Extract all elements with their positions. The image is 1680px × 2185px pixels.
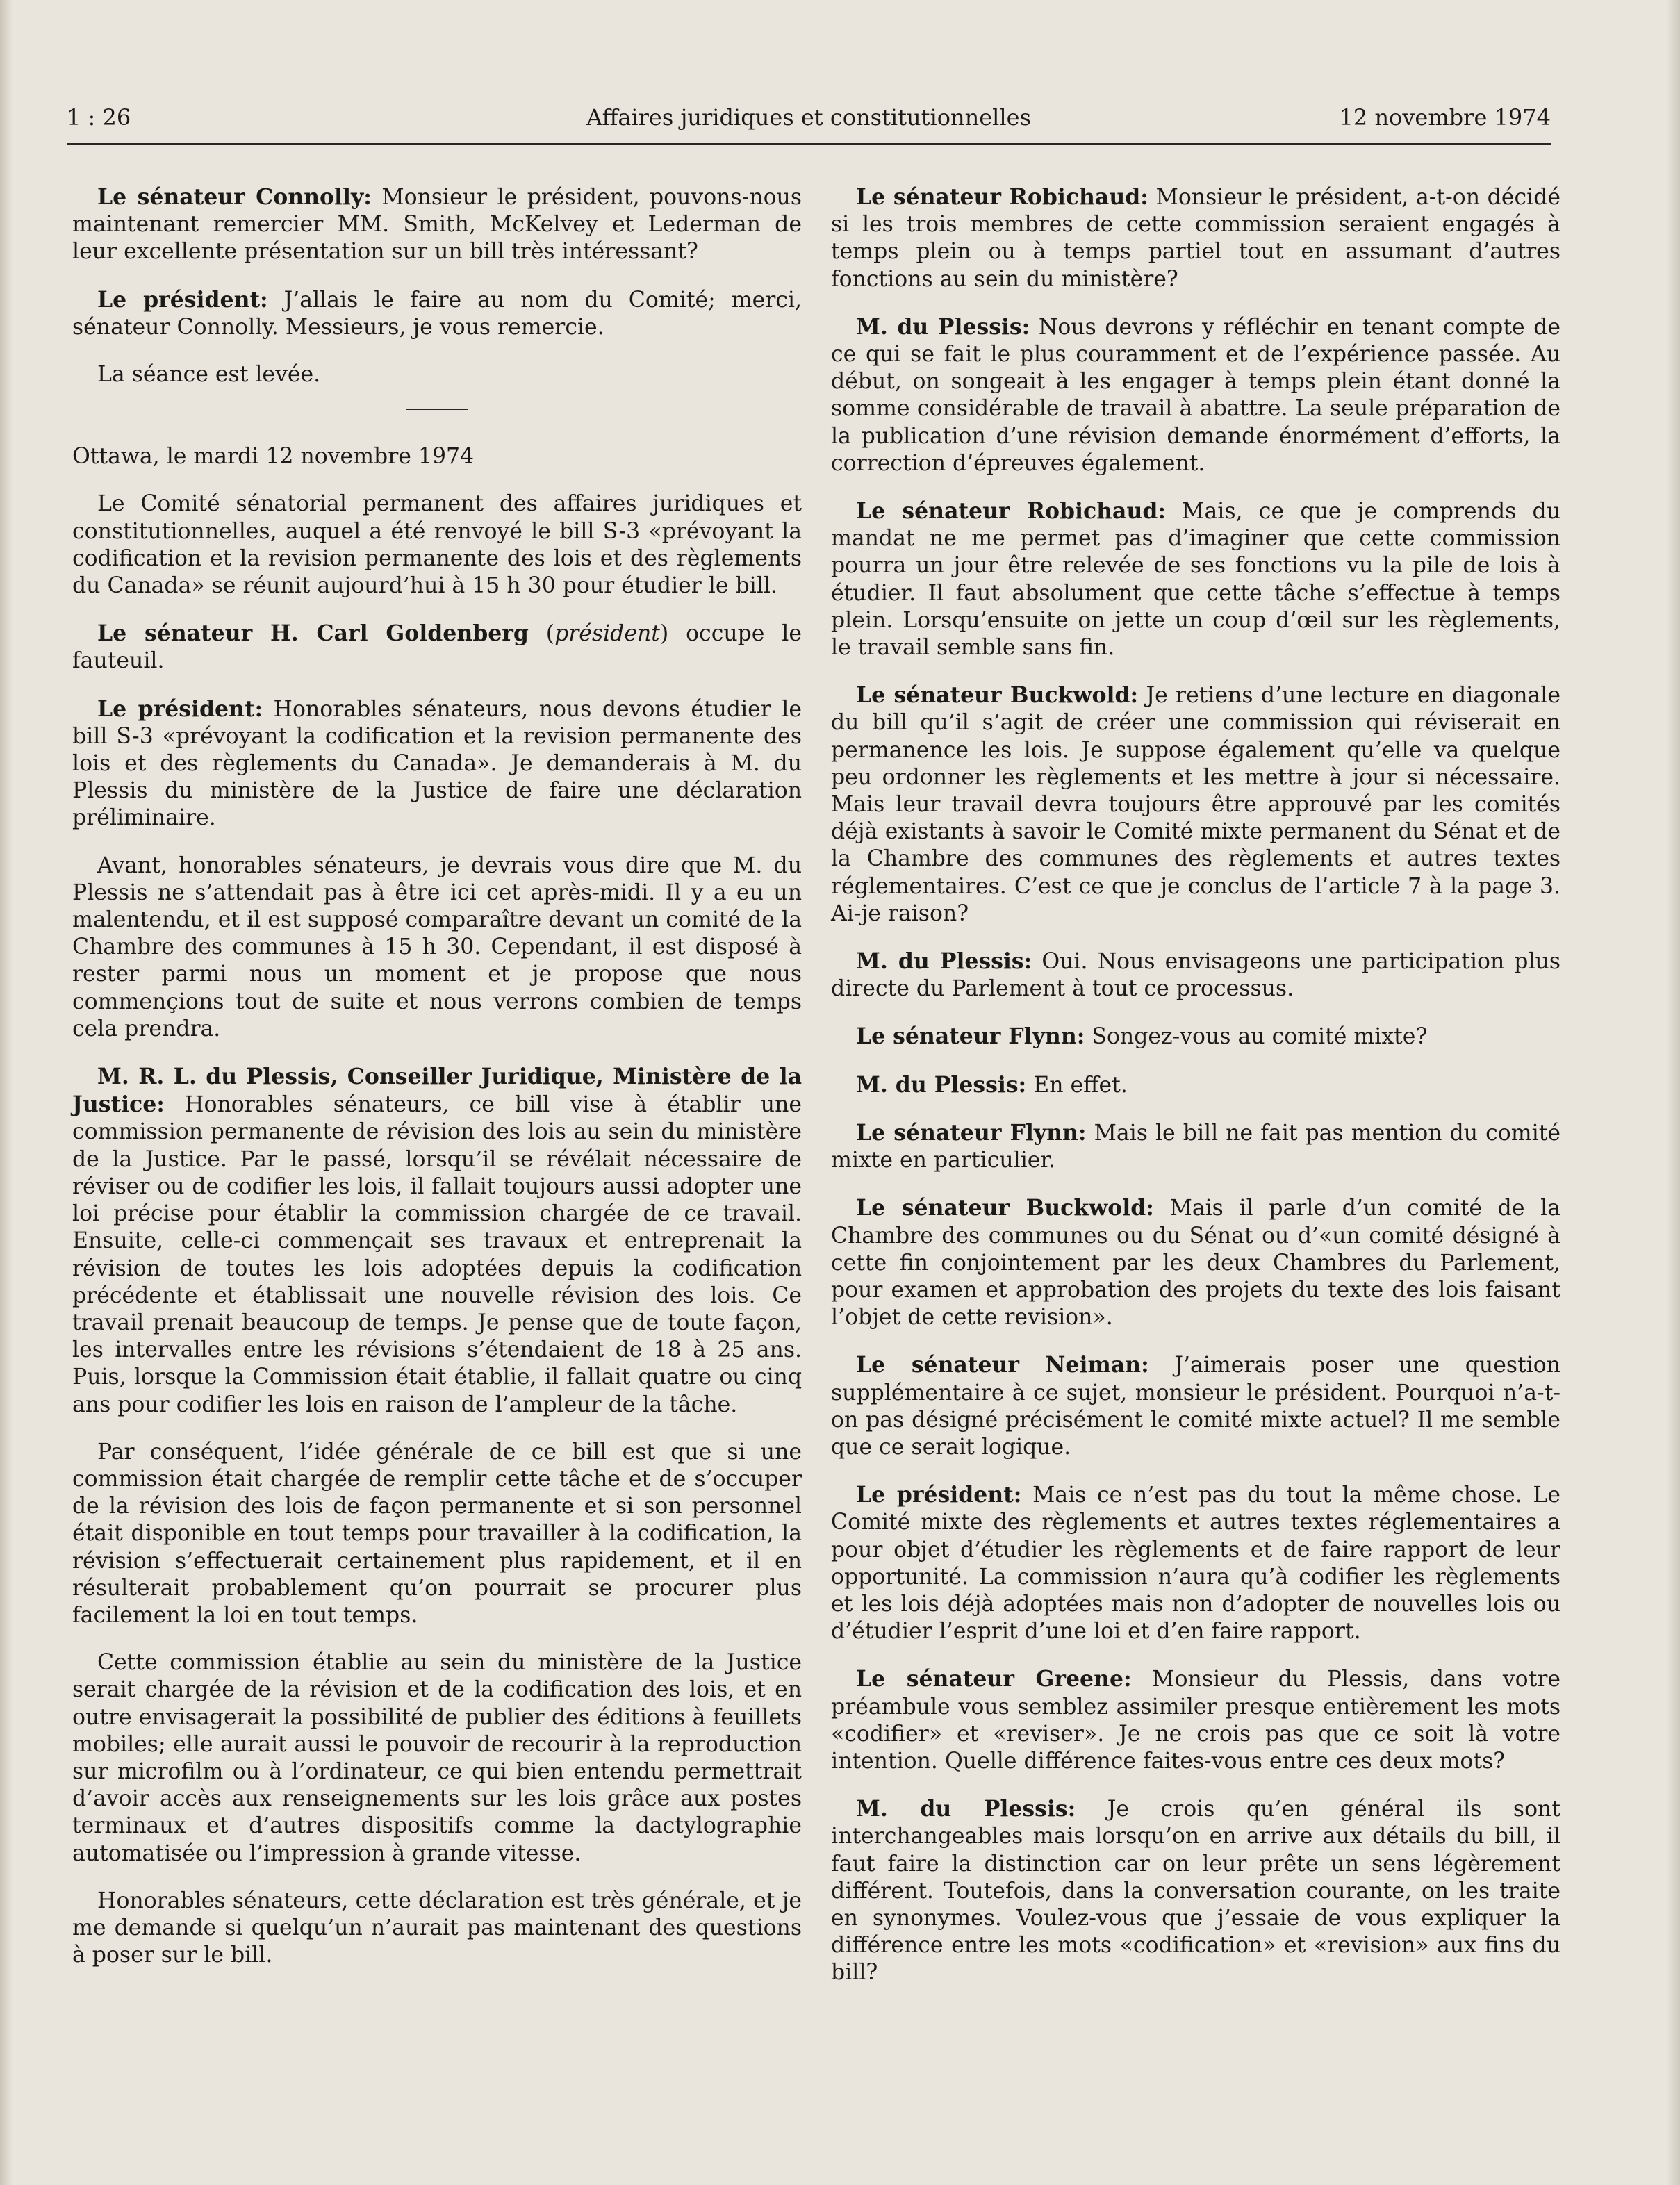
speaker-name: Le président:: [97, 695, 263, 722]
paragraph-text: Avant, honorables sénateurs, je devrais vous dire que M. du Plessis ne s’attendait pas à être ici cet après-midi. Il y a eu un malentendu, et il est supposé comparaître devant un comité de la Chambre des communes à 15 h 30. Cependant, il est disposé à rester parmi nous un moment et je propose que nous commençions tout de suite et nous verrons combien de temps cela prendra.: [72, 852, 802, 1041]
paragraph: [72, 1063, 802, 1419]
speaker-name: Le président:: [856, 1482, 1022, 1508]
paragraph-text: Honorables sénateurs, cette déclaration est très générale, et je me demande si quelqu’un n’aurait pas maintenant des questions à poser sur le bill.: [72, 1888, 802, 1968]
paragraph-text: Le Comité sénatorial permanent des affaires juridiques et constitutionnelles, auquel a été renvoyé le bill S-3 «prévoyant la codification et la revision permanente des lois et des règlements du Canada» se réunit aujourd’hui à 15 h 30 pour étudier le bill.: [72, 491, 802, 599]
paragraph: [831, 1351, 1560, 1461]
paragraph-text: Ottawa, le mardi 12 novembre 1974: [72, 444, 475, 470]
paragraph-text: Je crois qu’en général ils sont interchangeables mais lorsqu’on en arrive aux détails du bill, il faut faire la distinction car on leur prête un sens légèrement différent. Toutefois, dans la conversation courante, on les traite en synonymes. Voulez-vous que j’essaie de vous expliquer la différence entre les mots «codification» et «revision» aux fins du bill?: [831, 1797, 1560, 1986]
paragraph: [831, 682, 1560, 927]
paragraph: [831, 1481, 1560, 1645]
speaker-name: M. du Plessis:: [856, 948, 1032, 975]
speaker-name: Le sénateur Buckwold:: [856, 682, 1139, 709]
section-separator: [406, 409, 468, 410]
paragraph-text: Nous devrons y réfléchir en tenant compte de ce qui se fait le plus couramment et de l’expérience passée. Au début, on songeait à les engager à temps plein étant donné la somme considérable de travail à abattre. La seule préparation de la publication d’une révision demande énormément d’efforts, la correction d’épreuves également.: [831, 314, 1561, 476]
page-edge-left: [0, 0, 13, 2185]
speaker-name: Le sénateur Connolly:: [97, 184, 372, 210]
paragraph-text: J’aimerais poser une question supplémentaire à ce sujet, monsieur le président. Pourquoi n’a-t-on pas désigné précisément le comité mixte actuel? Il me semble que ce serait logique.: [831, 1353, 1560, 1460]
paragraph-text: Mais le bill ne fait pas mention du comité mixte en particulier.: [831, 1120, 1560, 1173]
paragraph: [72, 852, 802, 1043]
header-date: 12 novembre 1974: [1339, 104, 1551, 131]
speaker-name: Le sénateur Greene:: [856, 1666, 1132, 1692]
right-column: [831, 183, 1560, 2007]
paragraph: [831, 1023, 1560, 1050]
paragraph-text: Honorables sénateurs, nous devons étudier le bill S-3 «prévoyant la codification et la revision permanente des lois et des règlements du Canada». Je demanderais à M. du Plessis du ministère de la Justice de faire une déclaration préliminaire.: [72, 696, 802, 831]
speaker-name: Le sénateur Neiman:: [856, 1352, 1149, 1378]
paragraph-text: Monsieur le président, pouvons-nous maintenant remercier MM. Smith, McKelvey et Lederman de leur excellente présentation sur un bill très intéressant?: [72, 185, 802, 265]
speaker-name: Le président:: [97, 286, 268, 313]
paragraph: [72, 490, 802, 600]
page-edge-right: [1666, 0, 1680, 2185]
paragraph-text: Mais ce n’est pas du tout la même chose. Le Comité mixte des règlements et autres textes réglementaires a pour objet d’étudier les règlements et de faire rapport de leur opportunité. La commission n’aura qu’à codifier les règlements et les lois déjà adoptées mais non d’adopter de nouvelles lois ou d’étudier l’esprit d’une loi et d’en faire rapport.: [831, 1483, 1560, 1644]
paragraph-text: Songez-vous au comité mixte?: [1085, 1024, 1428, 1050]
paragraph-text: ) occupe le fauteuil.: [72, 621, 802, 674]
speaker-name: Le sénateur H. Carl Goldenberg: [97, 620, 529, 647]
speaker-name: Le sénateur Flynn:: [856, 1119, 1087, 1146]
paragraph: [831, 1194, 1560, 1331]
paragraph-text: Mais, ce que je comprends du mandat ne me permet pas d’imaginer que cette commission pourra un jour être relevée de ses fonctions vu la pile de lois à étudier. Il faut absolument que cette tâche s’effectue à temps plein. Lorsqu’ensuite on jette un coup d’œil sur les règlements, le travail semble sans fin.: [831, 499, 1561, 661]
speaker-name: M. R. L. du Plessis, Conseiller Juridique, Ministère de la Justice:: [72, 1064, 802, 1118]
running-header: [67, 104, 1551, 143]
paragraph: [72, 1649, 802, 1867]
paragraph: [831, 183, 1560, 293]
paragraph: [831, 1665, 1560, 1775]
speaker-name: M. du Plessis:: [856, 1796, 1076, 1822]
left-column: [72, 183, 802, 1969]
speaker-name: Le sénateur Flynn:: [856, 1023, 1085, 1050]
paragraph: [72, 1888, 802, 1970]
speaker-name: Le sénateur Buckwold:: [856, 1195, 1154, 1221]
paragraph: [72, 183, 802, 266]
paragraph: [831, 1119, 1560, 1174]
chair-role: président: [554, 621, 660, 647]
paragraph: [831, 1071, 1560, 1099]
paragraph: [72, 361, 802, 388]
paragraph: [72, 695, 802, 832]
paragraph-text: Mais il parle d’un comité de la Chambre des communes ou du Sénat ou d’«un comité désigné à cette fin conjointement par les deux Chambres du Parlement, pour examen et approbation des projets du texte des lois faisant l’objet de cette revision».: [831, 1196, 1560, 1330]
speaker-name: Le sénateur Robichaud:: [856, 498, 1167, 525]
paragraph: [831, 948, 1560, 1003]
speaker-name: Le sénateur Robichaud:: [856, 184, 1148, 210]
paragraph-text: (: [528, 621, 555, 647]
paragraph: [72, 620, 802, 675]
paragraph-text: Je retiens d’une lecture en diagonale du bill qu’il s’agit de créer une commission qui réviserait en permanence les lois. Je suppose également qu’elle va quelque peu ordonner les règlements et les mettre à jour si nécessaire. Mais leur travail devra toujours être approuvé par les comités déjà existants à savoir le Comité mixte permanent du Sénat et de la Chambre des communes des règlements et autres textes réglementaires. C’est ce que je conclus de l’article 7 à la page 3. Ai-je raison?: [831, 683, 1560, 926]
paragraph-text: En effet.: [1026, 1072, 1128, 1098]
paragraph-text: La séance est levée.: [97, 362, 321, 388]
paragraph: [72, 286, 802, 341]
paragraph: [831, 497, 1560, 661]
paragraph-text: J’allais le faire au nom du Comité; merci, sénateur Connolly. Messieurs, je vous remercie.: [72, 287, 802, 340]
meeting-dateline: [72, 443, 802, 470]
paragraph-text: Monsieur du Plessis, dans votre préambule vous semblez assimiler presque entièrement les mots «codifier» et «reviser». Je ne crois pas que ce soit là votre intention. Quelle différence faites-vous entre ces deux mots?: [831, 1667, 1561, 1774]
running-title: Affaires juridiques et constitutionnelles: [586, 104, 1031, 131]
paragraph-text: Monsieur le président, a-t-on décidé si les trois membres de cette commission seraient engagés à temps plein ou à temps partiel tout en assumant d’autres fonctions au sein du ministère?: [831, 185, 1561, 292]
paragraph-text: Par conséquent, l’idée générale de ce bill est que si une commission était chargée de remplir cette tâche et de s’occuper de la révision des lois de façon permanente et si son personnel était disponible en tout temps pour travailler à la codification, la révision s’effectuerait certainement plus rapidement, et il en résulterait probablement qu’on pourrait se procurer plus facilement la loi en tout temps.: [72, 1439, 802, 1628]
page-number: 1 : 26: [67, 104, 131, 131]
paragraph: [831, 1795, 1560, 1986]
speaker-name: M. du Plessis:: [856, 313, 1030, 340]
paragraph-text: Cette commission établie au sein du ministère de la Justice serait chargée de la révision et de la codification des lois, et en outre envisagerait la possibilité de publier des éditions à feuillets mobiles; elle aurait aussi le pouvoir de recourir à la reproduction sur microfilm ou à l’ordinateur, ce qui bien entendu permettrait d’avoir accès aux renseignements sur les lois grâce aux postes terminaux et d’autres dispositifs comme la dactylographie automatisée ou l’impression à grande vitesse.: [72, 1650, 802, 1866]
paragraph: [72, 1439, 802, 1629]
header-rule: [67, 143, 1551, 145]
paragraph: [831, 313, 1560, 477]
paragraph-text: Honorables sénateurs, ce bill vise à établir une commission permanente de révision des lois au sein du ministère de la Justice. Par le passé, lorsqu’il se révélait nécessaire de réviser ou de codifier les lois, il fallait toujours aussi adopter une loi précise pour établir la commission chargée de ce travail. Ensuite, celle-ci commençait ses travaux et entreprenait la révision de toutes les lois adoptées depuis la codification précédente et établissait une nouvelle révision des lois. Ce travail prenait beaucoup de temps. Je pense que de toute façon, les intervalles entre les révisions s’étendaient de 18 à 25 ans. Puis, lorsque la Commission était établie, il fallait quatre ou cinq ans pour codifier les lois en raison de l’ampleur de la tâche.: [72, 1092, 802, 1417]
paragraph-text: Oui. Nous envisageons une participation plus directe du Parlement à tout ce processus.: [831, 949, 1561, 1002]
speaker-name: M. du Plessis:: [856, 1071, 1027, 1098]
